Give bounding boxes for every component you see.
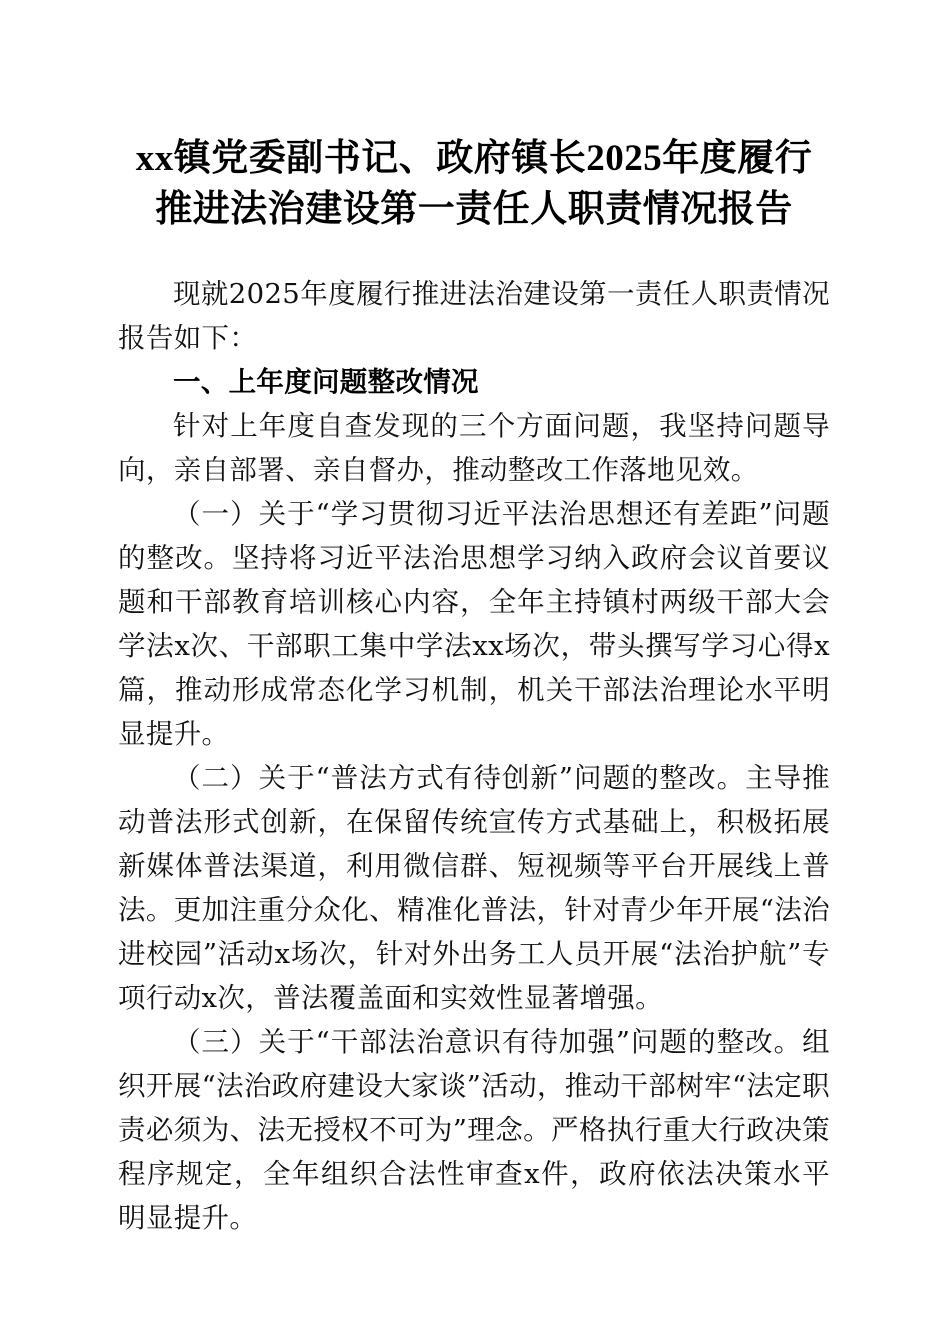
page-title: xx镇党委副书记、政府镇长2025年度履行推进法治建设第一责任人职责情况报告 bbox=[135, 138, 813, 230]
item-2-paragraph: （二）关于“普法方式有待创新”问题的整改。主导推动普法形式创新，在保留传统宣传方式基础上，积极拓展新媒体普法渠道，利用微信群、短视频等平台开展线上普法。更加注重分众化、精准化普法，针对青少年开展“法治进校园”活动x场次，针对外出务工人员开展“法治护航”专项行动x次，普法覆盖面和实效性显著增强。 bbox=[118, 762, 831, 1014]
section-heading-1: 一、上年度问题整改情况 bbox=[173, 366, 479, 397]
item-1-paragraph: （一）关于“学习贯彻习近平法治思想还有差距”问题的整改。坚持将习近平法治思想学习纳入政府会议首要议题和干部教育培训核心内容，全年主持镇村两级干部大会学法x次、干部职工集中学法xx场次，带头撰写学习心得x篇，推动形成常态化学习机制，机关干部法治理论水平明显提升。 bbox=[118, 498, 830, 750]
item-3-paragraph: （三）关于“干部法治意识有待加强”问题的整改。组织开展“法治政府建设大家谈”活动，推动干部树牢“法定职责必须为、法无授权不可为”理念。严格执行重大行政决策程序规定，全年组织合法性审查x件，政府依法决策水平明显提升。 bbox=[118, 1026, 830, 1234]
section-1-intro-paragraph: 针对上年度自查发现的三个方面问题，我坚持问题导向，亲自部署、亲自督办，推动整改工作落地见效。 bbox=[118, 410, 830, 486]
opening-paragraph: 现就2025年度履行推进法治建设第一责任人职责情况报告如下： bbox=[118, 278, 830, 354]
document-body bbox=[118, 0, 830, 1240]
